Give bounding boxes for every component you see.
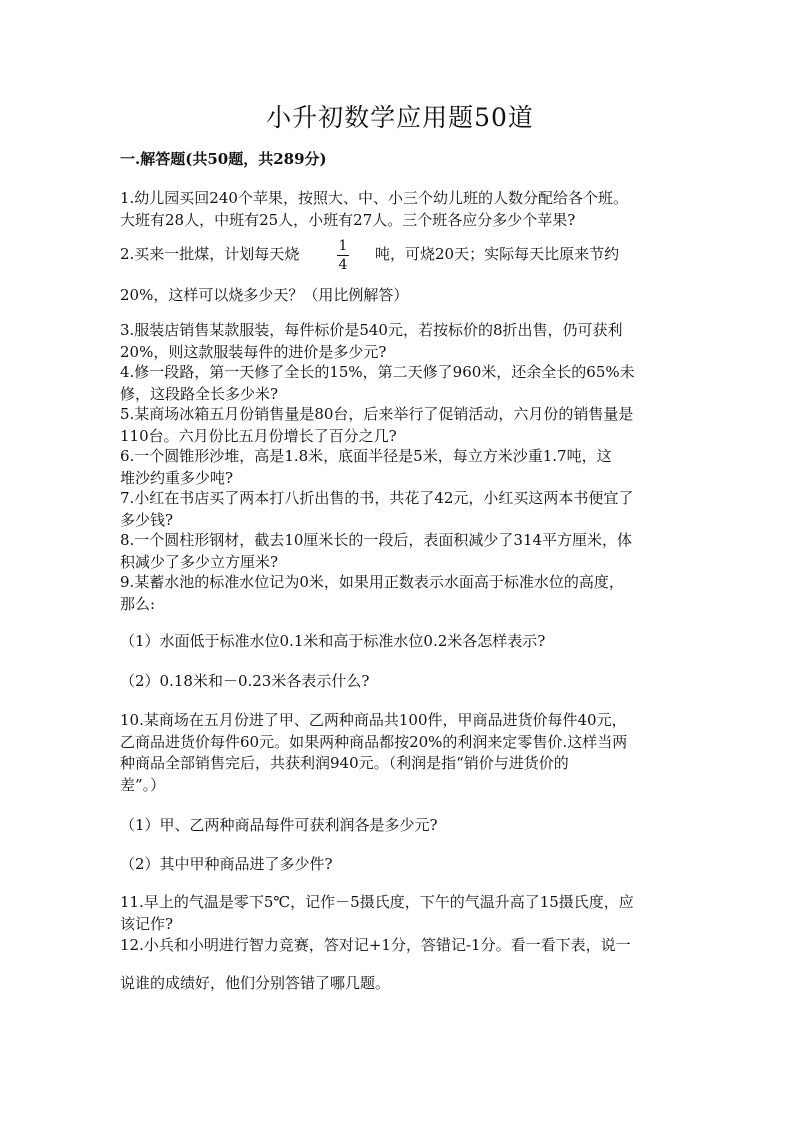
problem-line: 多少钱? [120,511,174,529]
sub-question: （2）0.18米和－0.23米各表示什么? [120,672,370,690]
section-heading: 一.解答题(共50题，共289分) [120,150,327,168]
problem-line: 修，这段路全长多少米? [120,385,279,403]
problem-line: 5.某商场冰箱五月份销售量是80台，后来举行了促销活动，六月份的销售量是 [120,405,634,423]
sub-question: （1）水面低于标准水位0.1米和高于标准水位0.2米各怎样表示? [120,632,546,650]
problem-line: 说谁的成绩好，他们分别答错了哪几题。 [120,974,391,992]
problem-line: 积减少了多少立方厘米? [120,553,279,571]
problem-line: 4.修一段路，第一天修了全长的15%，第二天修了960米，还余全长的65%未 [120,363,635,381]
problem-line: 7.小红在书店买了两本打八折出售的书，共花了42元，小红买这两本书便宜了 [120,489,634,507]
fraction-bar [337,255,349,256]
fraction [335,238,351,273]
problem-line: 110台。六月份比五月份增长了百分之几? [120,427,397,445]
problem-line: 20%，这样可以烧多少天？（用比例解答） [120,286,409,304]
problem-line: 6.一个圆锥形沙堆，高是1.8米，底面半径是5米，每立方米沙重1.7吨，这 [120,447,612,465]
problem-line: 8.一个圆柱形钢材，截去10厘米长的一段后，表面积减少了314平方厘米，体 [120,531,633,549]
problem-line: 乙商品进货价每件60元。如果两种商品都按20%的利润来定零售价.这样当两 [120,733,628,751]
problem-line: 那么: [120,595,156,613]
problem-line: 20%，则这款服装每件的进价是多少元? [120,343,387,361]
sub-question: （1）甲、乙两种商品每件可获利润各是多少元? [120,816,438,834]
problem-line: 2.买来一批煤，计划每天烧 [120,245,300,263]
problem-line: 堆沙约重多少吨? [120,469,234,487]
problem-line: 3.服装店销售某款服装，每件标价是540元，若按标价的8折出售，仍可获利 [120,321,623,339]
problem-line: 1.幼儿园买回240个苹果，按照大、中、小三个幼儿班的人数分配给各个班。 [120,189,628,207]
problem-line: 10.某商场在五月份进了甲、乙两种商品共100件，甲商品进货价每件40元， [120,711,627,729]
sub-question: （2）其中甲种商品进了多少件? [120,855,333,873]
problem-line: 11.早上的气温是零下5℃，记作－5摄氏度，下午的气温升高了15摄氏度，应 [120,893,634,911]
problem-line: 该记作? [120,915,174,933]
fraction-numerator: 1 [338,238,348,254]
problem-line: 12.小兵和小明进行智力竞赛，答对记+1分，答错记-1分。看一看下表，说一 [120,936,631,954]
page-title: 小升初数学应用题50道 [266,103,534,132]
problem-line: 种商品全部销售完后，共获利润940元。（利润是指“销价与进货价的 [120,754,569,772]
problem-line: 吨，可烧20天；实际每天比原来节约 [375,245,620,263]
problem-line: 差”。） [120,776,166,794]
fraction-denominator: 4 [338,257,348,273]
problem-line: 大班有28人，中班有25人，小班有27人。三个班各应分多少个苹果? [120,211,576,229]
problem-line: 9.某蓄水池的标准水位记为0米，如果用正数表示水面高于标准水位的高度， [120,573,624,591]
